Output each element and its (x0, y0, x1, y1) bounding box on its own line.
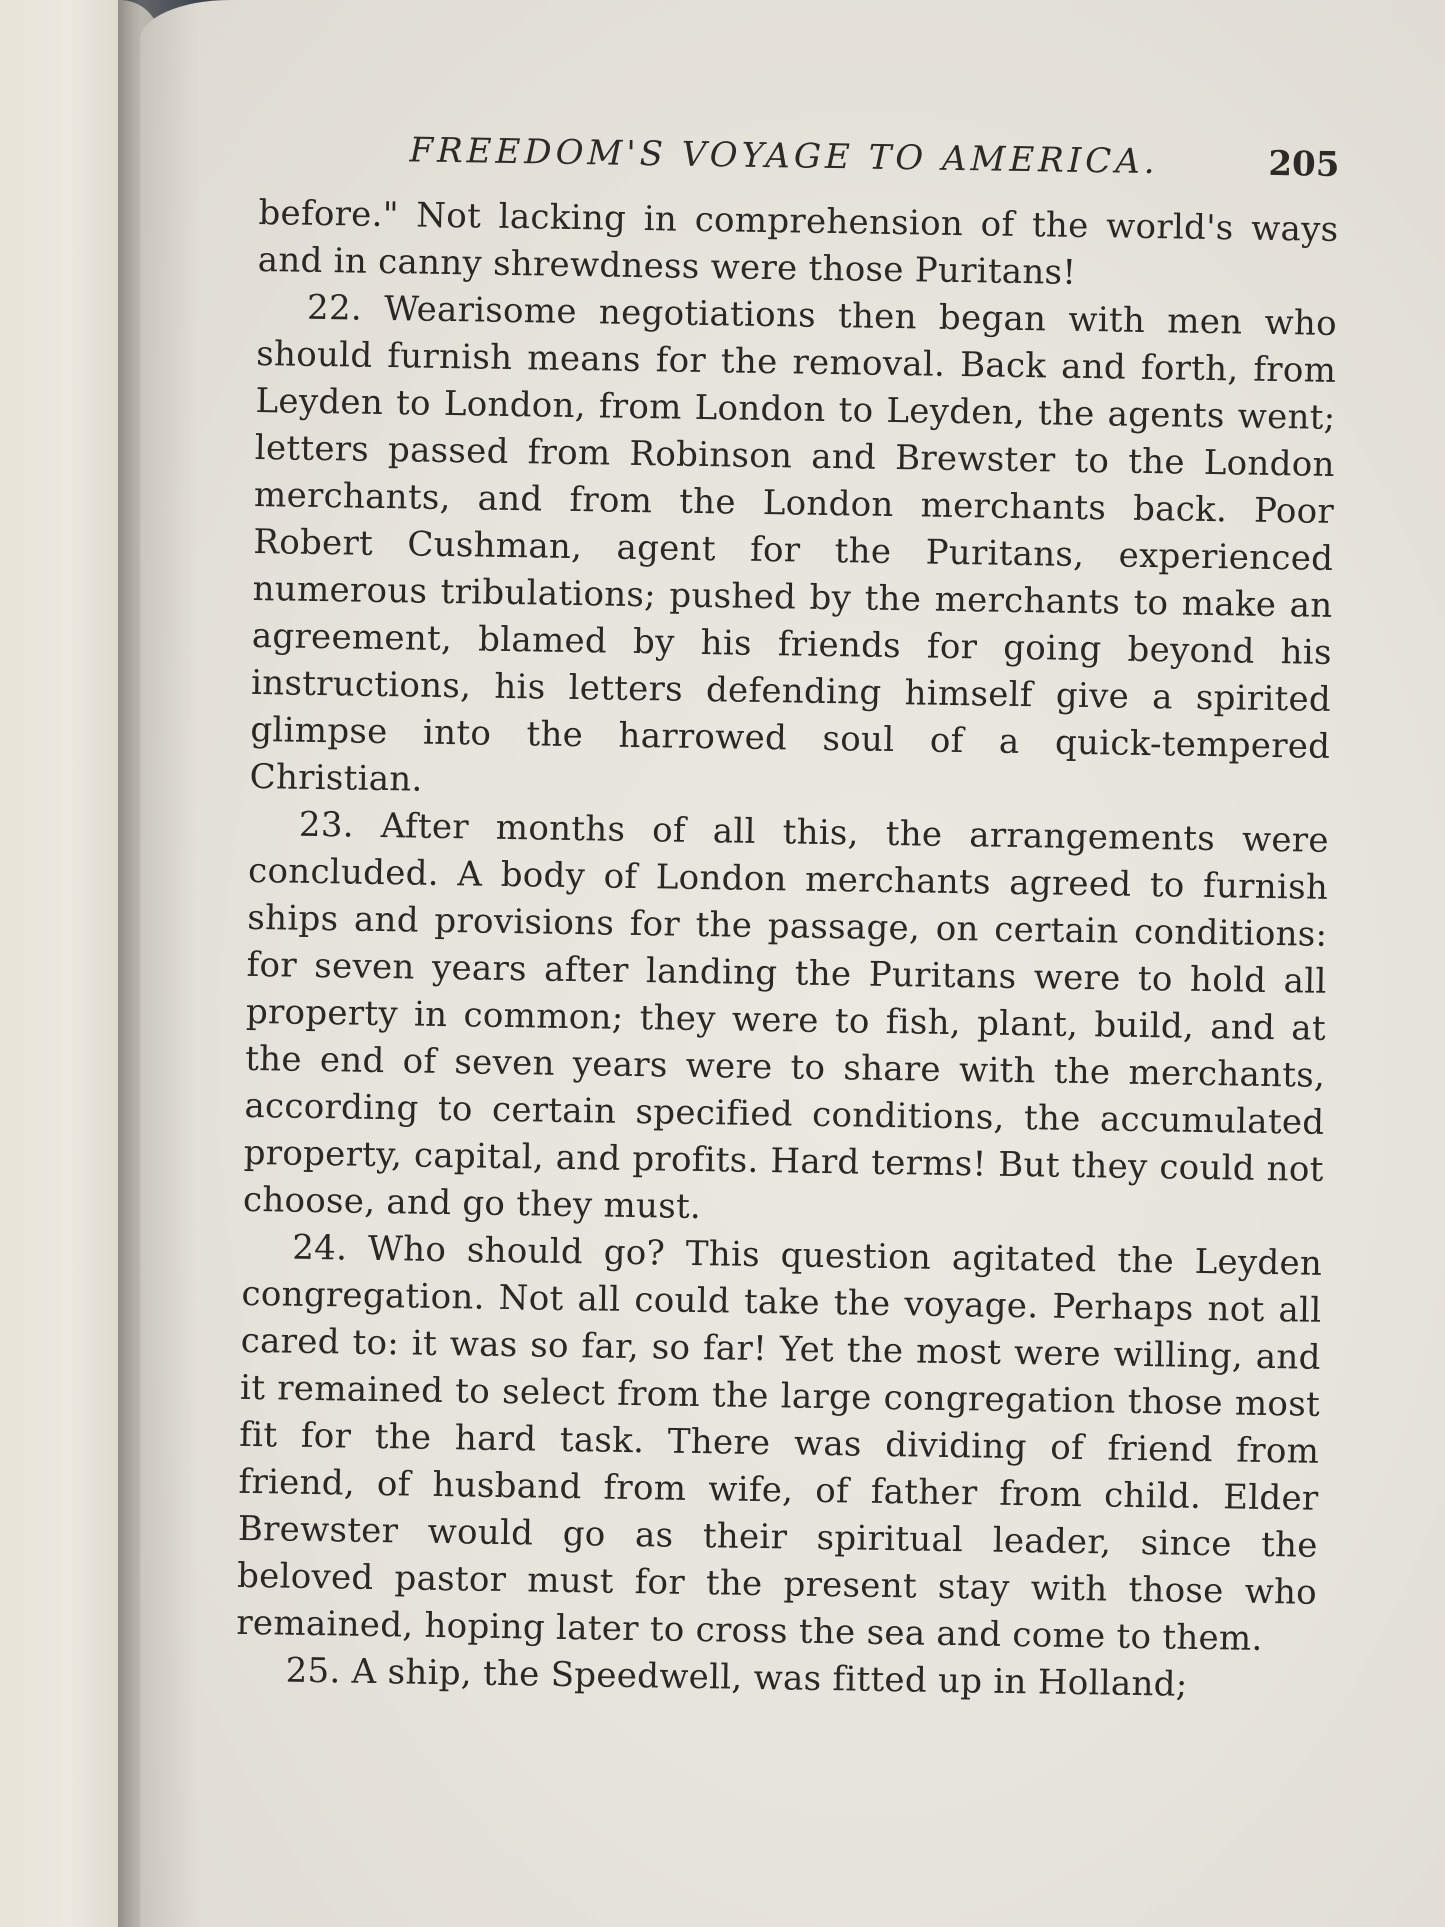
book-page (140, 0, 1445, 1927)
paragraph-22: 22. Wearisome negotiations then began with men who should furnish means for the removal. Back and forth, from Leyden to London, from London to Leyden, the agents went; letters passed from Robinson and Brewster to the London merchants, and from the London merchants back. Poor Robert Cushman, agent for the Puritans, experienced numerous tribulations; pushed by the merchants to make an agreement, blamed by his friends for going beyond his instructions, his letters defending himself give a spirited glimpse into the harrowed soul of a quick-tempered Christian. (249, 287, 1338, 800)
running-title: FREEDOM'S VOYAGE TO AMERICA. (409, 130, 1159, 183)
paragraph-25: 25. A ship, the Speedwell, was fitted up in Holland; (285, 1650, 1188, 1705)
paragraph-24: 24. Who should go? This question agitated the Leyden congregation. Not all could take the voyage. Perhaps not all cared to: it was so far, so far! Yet the most were willing, and it remained to select from the large congregation those most fit for the hard task. There was dividing of friend from friend, of husband from wife, of father from child. Elder Brewster would go as their spiritual leader, since the beloved pastor must for the present stay with those who remained, hoping later to cross the sea and come to them. (236, 1227, 1323, 1659)
body-text (235, 190, 1338, 1711)
page-content (235, 120, 1340, 1711)
book-gutter (118, 0, 198, 1927)
paragraph-continuation: before." Not lacking in comprehension of the world's ways and in canny shrewdness were those Puritans! (257, 192, 1339, 293)
paragraph-23: 23. After months of all this, the arrangements were concluded. A body of London merchants agreed to furnish ships and provisions for the passage, on certain conditions: for seven years after landing the Puritans were to hold all property in common; they were to fish, plant, build, and at the end of seven years were to share with the merchants, according to certain specified conditions, the accumulated property, capital, and profits. Hard terms! But they could not choose, and go they must. (242, 804, 1330, 1228)
page-number: 205 (1268, 143, 1340, 185)
